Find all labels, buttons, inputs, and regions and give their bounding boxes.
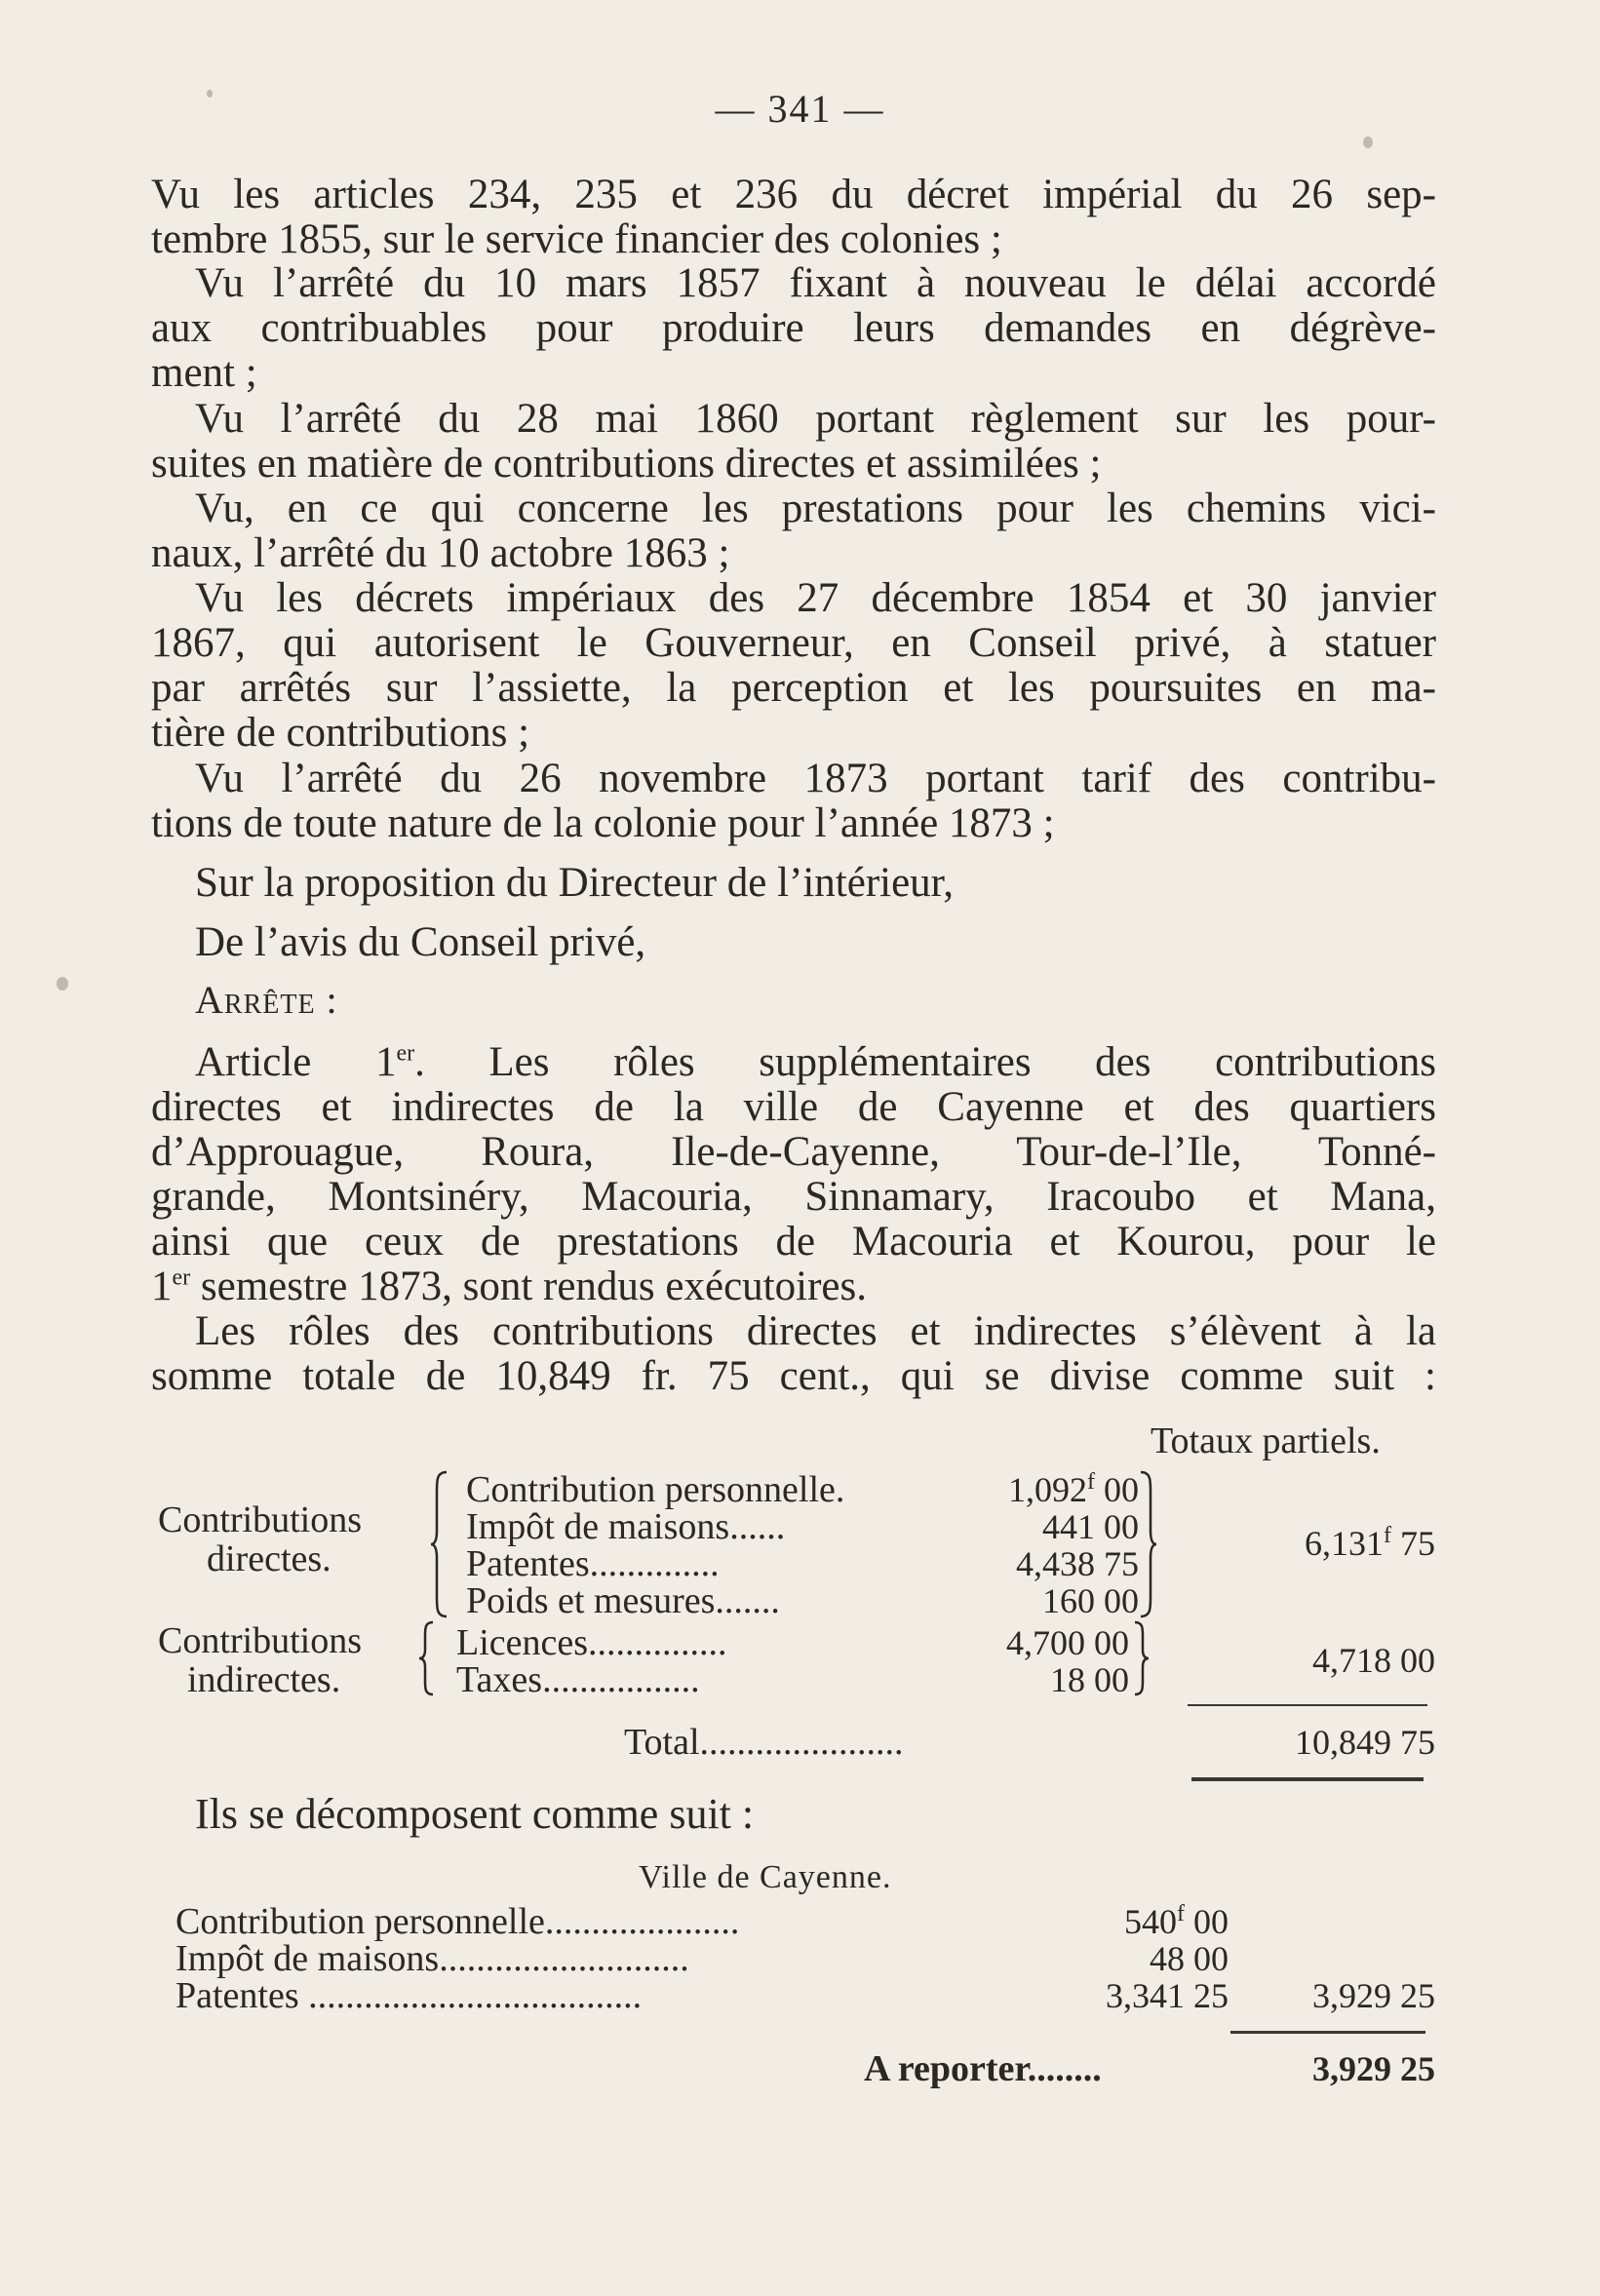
- body-line: par arrêtés sur l’assiette, la perception et les poursuites en ma-: [151, 665, 1436, 711]
- group-subtotal: [1209, 1638, 1435, 1683]
- article-text-span: semestre 1873, sont rendus exécutoires.: [190, 1264, 867, 1309]
- item-name: Patentes..............: [466, 1543, 720, 1584]
- article-line: d’Approuague, Roura, Ile-de-Cayenne, Tour-de-l’Ile, Tonné-: [151, 1129, 1436, 1175]
- body-line: Sur la proposition du Directeur de l’intérieur,: [195, 860, 955, 906]
- article-line: [195, 1040, 1436, 1085]
- paper-speck: [1363, 136, 1373, 148]
- item-name: Contribution personnelle.: [466, 1469, 845, 1510]
- amount-integer: 160: [1042, 1581, 1095, 1620]
- total-label: Total......................: [624, 1722, 904, 1763]
- city-row-name: Impôt de maisons...........................: [176, 1938, 689, 1979]
- body-line: ment ;: [151, 350, 257, 396]
- item-name: Licences...............: [456, 1622, 727, 1663]
- amount-decimal: 00: [1094, 1623, 1129, 1662]
- body-line: De l’avis du Conseil privé,: [195, 919, 646, 965]
- partial-totals-header: Totaux partiels.: [1151, 1420, 1381, 1461]
- body-line: tière de contributions ;: [151, 710, 530, 756]
- subtotal-decimal: 75: [1400, 1524, 1435, 1563]
- paper-speck: [57, 977, 68, 991]
- amount-decimal: 25: [1193, 1976, 1229, 2015]
- body-line: tembre 1855, sur le service financier des colonies ;: [151, 216, 1002, 262]
- body-line: aux contribuables pour produire leurs demandes en dégrève-: [151, 305, 1436, 351]
- left-brace-icon: [417, 1620, 437, 1696]
- city-row-name: Patentes ....................................: [176, 1975, 643, 2016]
- group-subtotal: [1209, 1521, 1435, 1566]
- article-text-span: . Les rôles supplémentaires des contributions: [414, 1039, 1436, 1085]
- article-line: Les rôles des contributions directes et indirectes s’élèvent à la: [195, 1308, 1436, 1354]
- city-row-name: Contribution personnelle.....................: [176, 1901, 740, 1942]
- carry-forward-rule: [1230, 2031, 1425, 2034]
- body-line: Vu, en ce qui concerne les prestations pour les chemins vici-: [195, 486, 1436, 531]
- body-line: Vu l’arrêté du 28 mai 1860 portant règlement sur les pour-: [195, 396, 1436, 442]
- article-line: directes et indirectes de la ville de Cayenne et des quartiers: [151, 1084, 1436, 1130]
- article-number: Article 1: [195, 1039, 397, 1085]
- right-brace-icon: [1131, 1620, 1151, 1696]
- amount-decimal: 00: [1193, 1939, 1229, 1978]
- arrete-heading: Arrête :: [195, 978, 338, 1022]
- carry-forward-value: 3,929 25: [1312, 2049, 1435, 2088]
- subtotal-integer: 6,131: [1305, 1524, 1384, 1563]
- amount-unit: f: [1087, 1469, 1095, 1495]
- amount-integer: 441: [1042, 1507, 1095, 1546]
- group-label: Contributions: [158, 1620, 363, 1661]
- right-brace-icon: [1137, 1470, 1158, 1618]
- amount-decimal: 75: [1104, 1544, 1139, 1583]
- ordinal-suffix: er: [396, 1040, 415, 1067]
- article-line: ainsi que ceux de prestations de Macouria et Kourou, pour le: [151, 1219, 1436, 1265]
- ordinal-suffix: er: [172, 1265, 191, 1291]
- amount-decimal: 00: [1104, 1470, 1139, 1509]
- subtotal-rule: [1188, 1704, 1427, 1706]
- body-line: tions de toute nature de la colonie pour l’année 1873 ;: [151, 800, 1055, 846]
- city-row-subtotal: 3,929 25: [1312, 1976, 1435, 2015]
- group-label: Contributions: [158, 1499, 363, 1540]
- total-double-rule: [1191, 1777, 1424, 1781]
- amount-decimal: 00: [1104, 1507, 1139, 1546]
- city-heading: Ville de Cayenne.: [639, 1859, 892, 1895]
- amount-decimal: 00: [1193, 1902, 1229, 1941]
- item-name: Impôt de maisons......: [466, 1506, 786, 1547]
- amount-integer: 3,341: [1106, 1976, 1185, 2015]
- article-line: somme totale de 10,849 fr. 75 cent., qui se divise comme suit :: [151, 1353, 1436, 1399]
- item-amount: [934, 1657, 1129, 1702]
- body-line: naux, l’arrêté du 10 actobre 1863 ;: [151, 530, 730, 576]
- item-name: Poids et mesures.......: [466, 1580, 780, 1621]
- group-label: indirectes.: [187, 1659, 341, 1700]
- ordinal-number: 1: [151, 1264, 173, 1309]
- subtotal-decimal: 00: [1400, 1641, 1435, 1680]
- amount-integer: 4,700: [1006, 1623, 1085, 1662]
- carry-forward-label: A reporter........: [864, 2048, 1102, 2089]
- body-line: Vu l’arrêté du 10 mars 1857 fixant à nouveau le délai accordé: [195, 260, 1436, 306]
- city-row-amount: [1053, 1973, 1229, 2018]
- amount-unit: f: [1177, 1901, 1185, 1926]
- body-line: Vu l’arrêté du 26 novembre 1873 portant tarif des contribu-: [195, 756, 1436, 801]
- amount-decimal: 00: [1094, 1660, 1129, 1699]
- subtotal-integer: 4,718: [1312, 1641, 1391, 1680]
- decomposition-heading: Ils se décomposent comme suit :: [195, 1790, 755, 1838]
- amount-integer: 4,438: [1016, 1544, 1095, 1583]
- left-brace-icon: [429, 1470, 450, 1618]
- group-label: directes.: [207, 1538, 332, 1579]
- amount-integer: 48: [1150, 1939, 1185, 1978]
- body-line: Vu les articles 234, 235 et 236 du décret impérial du 26 sep-: [151, 172, 1436, 217]
- amount-integer: 540: [1124, 1902, 1177, 1941]
- amount-integer: 1,092: [1008, 1470, 1087, 1509]
- subtotal-unit: f: [1384, 1523, 1391, 1548]
- article-line: grande, Montsinéry, Macouria, Sinnamary, Iracoubo et Mana,: [151, 1174, 1436, 1220]
- article-line: [151, 1265, 867, 1309]
- item-amount: [934, 1578, 1139, 1623]
- amount-decimal: 00: [1104, 1581, 1139, 1620]
- item-name: Taxes.................: [456, 1659, 700, 1700]
- body-line: 1867, qui autorisent le Gouverneur, en Conseil privé, à statuer: [151, 620, 1436, 666]
- total-value: 10,849 75: [1295, 1723, 1435, 1762]
- body-line: Vu les décrets impériaux des 27 décembre 1854 et 30 janvier: [195, 575, 1436, 621]
- page-number: — 341 —: [715, 87, 885, 131]
- body-line: suites en matière de contributions directes et assimilées ;: [151, 441, 1102, 486]
- amount-integer: 18: [1050, 1660, 1085, 1699]
